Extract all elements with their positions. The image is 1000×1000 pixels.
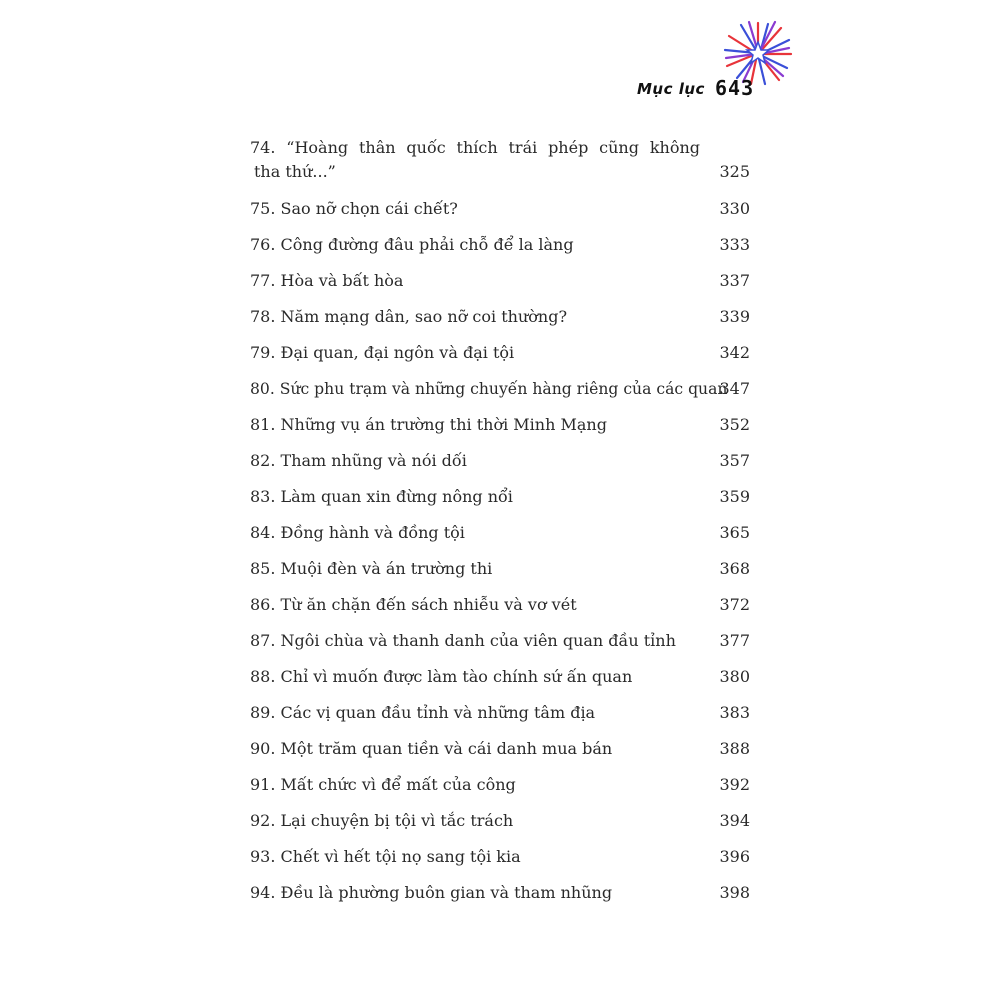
toc-entry-title: 76. Công đường đâu phải chỗ để la làng — [250, 235, 574, 254]
toc-entry — [250, 881, 750, 917]
toc-entry-title: 78. Năm mạng dân, sao nỡ coi thường? — [250, 307, 568, 326]
page-number: 643 — [715, 76, 755, 100]
toc-entry-title: 81. Những vụ án trường thi thời Minh Mạng — [250, 415, 607, 434]
toc-entry-page: 357 — [719, 451, 750, 470]
toc-entry — [250, 233, 750, 269]
toc-entry-page: 365 — [719, 523, 750, 542]
toc-entry — [250, 701, 750, 737]
toc-entry-page: 392 — [719, 775, 750, 794]
toc-entry — [250, 557, 750, 593]
toc-entry-page: 396 — [719, 847, 750, 866]
toc-entry-page: 372 — [719, 595, 750, 614]
toc-entry — [250, 737, 750, 773]
table-of-contents — [250, 136, 750, 917]
toc-entry — [250, 377, 750, 413]
toc-entry-page: 342 — [719, 343, 750, 362]
toc-entry-page: 368 — [719, 559, 750, 578]
toc-entry-title: 92. Lại chuyện bị tội vì tắc trách — [250, 811, 514, 830]
toc-entry — [250, 485, 750, 521]
toc-entry-page: 380 — [719, 667, 750, 686]
toc-entry-page: 377 — [719, 631, 750, 650]
toc-entry-title: 82. Tham nhũng và nói dối — [250, 451, 467, 470]
toc-entry-page: 388 — [719, 739, 750, 758]
toc-entry-title: 79. Đại quan, đại ngôn và đại tội — [250, 343, 515, 362]
toc-entry — [250, 521, 750, 557]
toc-entry-page: 394 — [719, 811, 750, 830]
toc-entry — [250, 136, 750, 197]
toc-entry-title: 85. Muội đèn và án trường thi — [250, 559, 493, 578]
toc-entry — [250, 665, 750, 701]
toc-entry-title: 94. Đều là phường buôn gian và tham nhũng — [250, 883, 613, 902]
toc-entry-title: 91. Mất chức vì để mất của công — [250, 775, 516, 794]
toc-entry-title-line1: 74. “Hoàng thân quốc thích trái phép cũng không — [250, 138, 700, 157]
toc-entry — [250, 341, 750, 377]
toc-entry-title: 88. Chỉ vì muốn được làm tào chính sứ ấn quan — [250, 667, 633, 686]
toc-entry-page: 383 — [719, 703, 750, 722]
toc-entry-page: 325 — [719, 162, 750, 181]
page-header — [635, 20, 805, 110]
toc-entry — [250, 413, 750, 449]
toc-entry — [250, 593, 750, 629]
toc-entry — [250, 629, 750, 665]
toc-entry-page: 352 — [719, 415, 750, 434]
toc-entry-page: 347 — [719, 379, 750, 398]
toc-entry — [250, 773, 750, 809]
toc-entry-page: 398 — [719, 883, 750, 902]
toc-entry — [250, 449, 750, 485]
toc-entry-page: 339 — [719, 307, 750, 326]
toc-entry — [250, 845, 750, 881]
toc-entry-title: 86. Từ ăn chặn đến sách nhiễu và vơ vét — [250, 595, 577, 614]
toc-entry-title-line2: tha thứ...” — [254, 162, 336, 181]
toc-entry-page: 333 — [719, 235, 750, 254]
toc-entry-page: 330 — [719, 199, 750, 218]
toc-entry-title: 90. Một trăm quan tiền và cái danh mua bán — [250, 739, 613, 758]
toc-entry-title: 83. Làm quan xin đừng nông nổi — [250, 487, 513, 506]
toc-entry-title: 93. Chết vì hết tội nọ sang tội kia — [250, 847, 521, 866]
toc-entry-page: 337 — [719, 271, 750, 290]
section-title: Mục lục — [637, 80, 705, 98]
toc-entry-title: 87. Ngôi chùa và thanh danh của viên quan đầu tỉnh — [250, 631, 676, 650]
toc-entry-title: 80. Sức phu trạm và những chuyến hàng riêng của các quan — [250, 380, 728, 398]
toc-entry-title: 75. Sao nỡ chọn cái chết? — [250, 199, 458, 218]
toc-entry-title: 89. Các vị quan đầu tỉnh và những tâm địa — [250, 703, 596, 722]
toc-entry — [250, 809, 750, 845]
toc-entry — [250, 305, 750, 341]
toc-entry — [250, 269, 750, 305]
toc-entry-page: 359 — [719, 487, 750, 506]
toc-entry-title: 77. Hòa và bất hòa — [250, 271, 404, 290]
toc-entry-title: 84. Đồng hành và đồng tội — [250, 523, 465, 542]
toc-entry — [250, 197, 750, 233]
